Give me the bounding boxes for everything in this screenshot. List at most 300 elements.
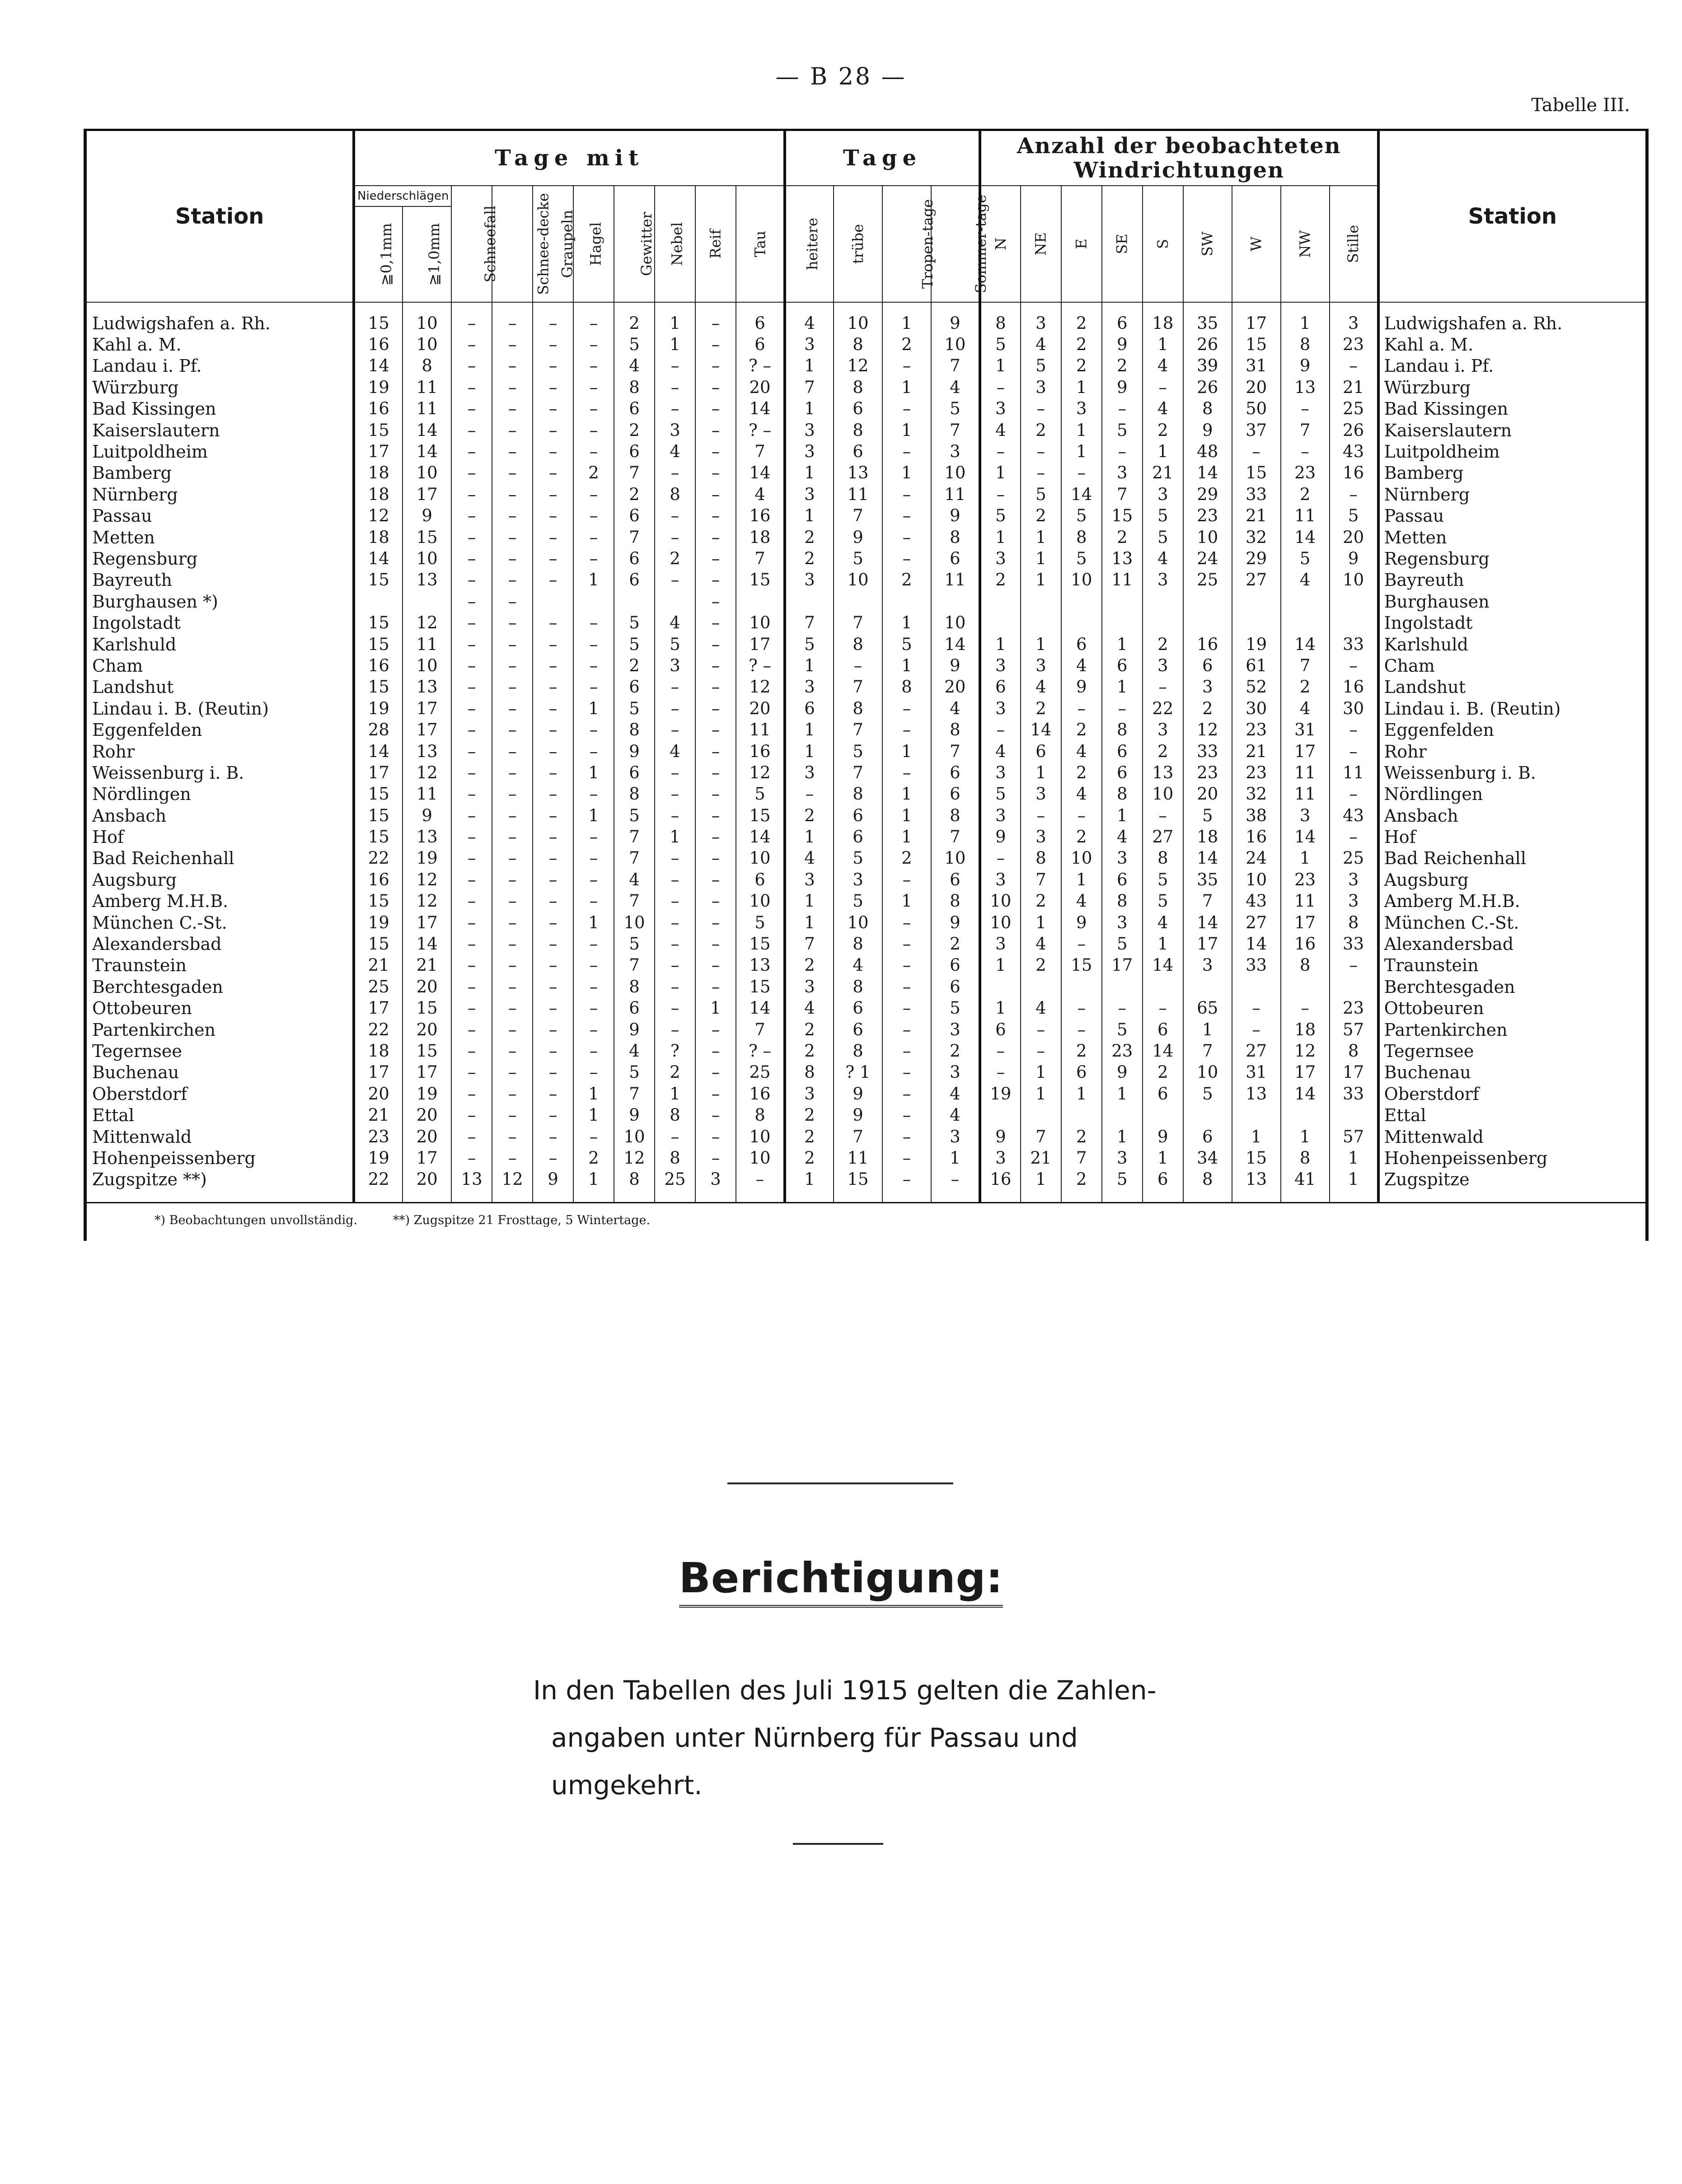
value-cell: – <box>882 505 931 527</box>
value-cell: 21 <box>354 1104 403 1126</box>
value-cell: – <box>533 655 573 676</box>
value-cell: 1 <box>573 1104 614 1126</box>
value-cell: 2 <box>614 302 655 334</box>
value-cell: 5 <box>834 548 882 569</box>
value-cell: 5 <box>1021 484 1061 505</box>
value-cell: – <box>533 869 573 890</box>
value-cell: 1 <box>980 955 1021 976</box>
value-cell: 4 <box>1021 998 1061 1019</box>
value-cell: – <box>1281 398 1330 420</box>
value-cell: 16 <box>1183 634 1232 655</box>
value-cell: 8 <box>834 933 882 954</box>
value-cell <box>1330 612 1378 633</box>
value-cell <box>736 591 785 612</box>
value-cell: 1 <box>573 805 614 826</box>
value-cell: 14 <box>1021 719 1061 740</box>
value-cell: 1 <box>882 302 931 334</box>
value-cell <box>1330 976 1378 997</box>
value-cell <box>1061 612 1102 633</box>
value-cell: – <box>451 1040 492 1062</box>
value-cell: 17 <box>1281 1062 1330 1083</box>
value-cell: 3 <box>1281 805 1330 826</box>
value-cell: 3 <box>980 1147 1021 1169</box>
value-cell: 1 <box>1330 1147 1378 1169</box>
value-cell: 1 <box>980 634 1021 655</box>
value-cell: 13 <box>451 1169 492 1203</box>
table-row <box>87 677 1645 698</box>
value-cell: 6 <box>736 334 785 355</box>
value-cell: 12 <box>354 505 403 527</box>
value-cell: 3 <box>980 805 1021 826</box>
value-cell: 1 <box>1281 302 1330 334</box>
value-cell: 11 <box>1281 891 1330 912</box>
value-cell: 16 <box>1232 826 1281 847</box>
value-cell: – <box>980 377 1021 398</box>
value-cell: 11 <box>403 634 451 655</box>
value-cell: 8 <box>614 1169 655 1203</box>
weather-table-container <box>84 129 1649 1241</box>
value-cell <box>1102 1104 1143 1126</box>
value-cell: – <box>451 677 492 698</box>
value-cell: 29 <box>1232 548 1281 569</box>
value-cell: – <box>533 762 573 783</box>
station-name: Mittenwald <box>87 1126 354 1147</box>
value-cell: 43 <box>1232 891 1281 912</box>
value-cell: 10 <box>931 463 980 484</box>
value-cell: 17 <box>1232 302 1281 334</box>
station-name: Regensburg <box>87 548 354 569</box>
table-row <box>87 1040 1645 1062</box>
value-cell: 1 <box>882 377 931 398</box>
value-cell: 8 <box>931 891 980 912</box>
value-cell: – <box>533 955 573 976</box>
station-name: Rohr <box>87 741 354 762</box>
value-cell: – <box>573 848 614 869</box>
value-cell: – <box>573 955 614 976</box>
value-cell: – <box>1061 933 1102 954</box>
table-row <box>87 484 1645 505</box>
value-cell: 3 <box>1143 655 1183 676</box>
value-cell: 6 <box>614 677 655 698</box>
value-cell: 2 <box>1061 355 1102 377</box>
value-cell: 28 <box>354 719 403 740</box>
value-cell: – <box>533 784 573 805</box>
value-cell: 8 <box>1021 848 1061 869</box>
value-cell: 8 <box>1102 784 1143 805</box>
value-cell: 4 <box>785 848 834 869</box>
value-cell: 8 <box>834 1040 882 1062</box>
value-cell: – <box>533 302 573 334</box>
value-cell: 4 <box>931 1104 980 1126</box>
value-cell: – <box>695 848 736 869</box>
value-cell: 11 <box>1281 505 1330 527</box>
value-cell: – <box>695 1147 736 1169</box>
table-row <box>87 420 1645 441</box>
station-name: Oberstdorf <box>87 1083 354 1104</box>
value-cell: 6 <box>1102 869 1143 890</box>
value-cell: 1 <box>1102 805 1143 826</box>
value-cell: – <box>882 1040 931 1062</box>
value-cell: 15 <box>403 1040 451 1062</box>
value-cell: – <box>882 548 931 569</box>
value-cell: 16 <box>980 1169 1021 1203</box>
value-cell: 14 <box>354 548 403 569</box>
value-cell: – <box>492 334 533 355</box>
value-cell: 14 <box>1281 826 1330 847</box>
value-cell: – <box>492 1126 533 1147</box>
col-header-heitere: heitere <box>785 186 834 302</box>
value-cell: 18 <box>1183 826 1232 847</box>
value-cell: 1 <box>1021 1062 1061 1083</box>
value-cell: 17 <box>1102 955 1143 976</box>
value-cell: – <box>655 677 695 698</box>
value-cell: 23 <box>1330 998 1378 1019</box>
value-cell: 5 <box>614 933 655 954</box>
value-cell: 11 <box>1102 570 1143 591</box>
value-cell: – <box>882 698 931 719</box>
value-cell: 10 <box>403 463 451 484</box>
table-row <box>87 398 1645 420</box>
value-cell: – <box>451 441 492 462</box>
value-cell: 7 <box>931 420 980 441</box>
value-cell: 10 <box>403 548 451 569</box>
value-cell: 4 <box>1021 677 1061 698</box>
value-cell: 43 <box>1330 441 1378 462</box>
value-cell: 6 <box>1183 1126 1232 1147</box>
value-cell: 1 <box>655 302 695 334</box>
value-cell: – <box>533 612 573 633</box>
value-cell: 10 <box>980 891 1021 912</box>
value-cell: 14 <box>736 998 785 1019</box>
value-cell: 1 <box>882 655 931 676</box>
value-cell: – <box>492 570 533 591</box>
value-cell: 43 <box>1330 805 1378 826</box>
value-cell: 6 <box>1102 655 1143 676</box>
value-cell: – <box>1281 441 1330 462</box>
value-cell: – <box>1330 655 1378 676</box>
col-header-precip-10: ≧1,0mm <box>403 206 451 302</box>
table-row <box>87 955 1645 976</box>
station-name-right: Bad Kissingen <box>1384 399 1509 419</box>
value-cell <box>1183 591 1232 612</box>
value-cell: 32 <box>1232 527 1281 548</box>
value-cell: – <box>695 698 736 719</box>
value-cell: – <box>533 484 573 505</box>
value-cell: – <box>882 912 931 933</box>
col-header-w: W <box>1232 186 1281 302</box>
value-cell: 2 <box>1102 527 1143 548</box>
value-cell: – <box>573 302 614 334</box>
col-header-nebel: Nebel <box>655 186 695 302</box>
station-header-left: Station <box>87 131 354 302</box>
station-name-right: Tegernsee <box>1384 1041 1474 1061</box>
value-cell: 15 <box>354 420 403 441</box>
value-cell: – <box>1021 441 1061 462</box>
value-cell: – <box>655 527 695 548</box>
value-cell <box>931 591 980 612</box>
station-name-right: Passau <box>1384 506 1444 526</box>
value-cell: 12 <box>1281 1040 1330 1062</box>
value-cell: 13 <box>403 570 451 591</box>
value-cell: – <box>1061 698 1102 719</box>
col-header-tau: Tau <box>736 186 785 302</box>
value-cell: – <box>882 998 931 1019</box>
value-cell: 31 <box>1281 719 1330 740</box>
value-cell: – <box>451 591 492 612</box>
value-cell <box>1232 591 1281 612</box>
value-cell: 8 <box>614 719 655 740</box>
station-name-right: Bayreuth <box>1384 570 1464 590</box>
value-cell: – <box>695 1040 736 1062</box>
value-cell: 16 <box>354 869 403 890</box>
value-cell: 19 <box>403 1083 451 1104</box>
value-cell: – <box>492 655 533 676</box>
value-cell: 18 <box>736 527 785 548</box>
value-cell: 27 <box>1143 826 1183 847</box>
value-cell: 7 <box>614 527 655 548</box>
value-cell: 9 <box>980 1126 1021 1147</box>
value-cell: 5 <box>1143 505 1183 527</box>
value-cell: 25 <box>655 1169 695 1203</box>
value-cell: 3 <box>1102 1147 1143 1169</box>
tage-header: Tage <box>785 131 980 186</box>
value-cell: ? 1 <box>834 1062 882 1083</box>
value-cell: 2 <box>785 805 834 826</box>
value-cell: 4 <box>614 869 655 890</box>
table-row <box>87 591 1645 612</box>
table-row <box>87 441 1645 462</box>
value-cell: – <box>492 505 533 527</box>
value-cell: 1 <box>1021 634 1061 655</box>
value-cell: 6 <box>614 998 655 1019</box>
value-cell: – <box>492 719 533 740</box>
value-cell: – <box>695 784 736 805</box>
value-cell <box>785 591 834 612</box>
value-cell: 1 <box>980 355 1021 377</box>
value-cell: – <box>695 912 736 933</box>
value-cell: 3 <box>1102 912 1143 933</box>
value-cell: 1 <box>785 398 834 420</box>
table-label: Tabelle III. <box>1531 95 1630 116</box>
value-cell: – <box>882 719 931 740</box>
value-cell: – <box>695 719 736 740</box>
value-cell: 15 <box>736 933 785 954</box>
value-cell: 14 <box>1061 484 1102 505</box>
value-cell: 3 <box>931 1126 980 1147</box>
value-cell: 20 <box>403 976 451 997</box>
correction-line-2: angaben unter Nürnberg für Passau und umgekehrt. <box>551 1722 1078 1801</box>
value-cell: 23 <box>1281 463 1330 484</box>
value-cell: – <box>655 912 695 933</box>
value-cell: – <box>1021 1040 1061 1062</box>
value-cell: – <box>882 762 931 783</box>
value-cell: 1 <box>1183 1019 1232 1040</box>
value-cell: – <box>533 677 573 698</box>
value-cell: 18 <box>354 527 403 548</box>
divider-bottom <box>793 1843 883 1845</box>
value-cell: 11 <box>1330 762 1378 783</box>
value-cell: 2 <box>785 1126 834 1147</box>
value-cell: 14 <box>1143 955 1183 976</box>
value-cell: 1 <box>882 463 931 484</box>
value-cell: 25 <box>736 1062 785 1083</box>
value-cell: – <box>980 1040 1021 1062</box>
value-cell: 9 <box>931 912 980 933</box>
value-cell <box>1021 1104 1061 1126</box>
value-cell: 9 <box>834 1083 882 1104</box>
value-cell: 13 <box>1232 1169 1281 1203</box>
value-cell: 10 <box>1061 570 1102 591</box>
value-cell: 12 <box>403 612 451 633</box>
value-cell: 2 <box>1061 1169 1102 1203</box>
table-row <box>87 891 1645 912</box>
value-cell: – <box>451 612 492 633</box>
value-cell: 6 <box>834 998 882 1019</box>
value-cell <box>1102 591 1143 612</box>
value-cell: 12 <box>1183 719 1232 740</box>
value-cell: – <box>695 377 736 398</box>
value-cell: 2 <box>1061 1040 1102 1062</box>
value-cell: 5 <box>614 698 655 719</box>
value-cell: 21 <box>1021 1147 1061 1169</box>
value-cell: – <box>492 869 533 890</box>
value-cell <box>1021 976 1061 997</box>
station-name: Bad Kissingen <box>87 398 354 420</box>
value-cell: 22 <box>354 848 403 869</box>
value-cell: 3 <box>1021 784 1061 805</box>
value-cell: – <box>533 741 573 762</box>
value-cell: 39 <box>1183 355 1232 377</box>
table-row <box>87 612 1645 633</box>
value-cell: – <box>573 1019 614 1040</box>
value-cell: 7 <box>785 612 834 633</box>
value-cell: – <box>655 976 695 997</box>
value-cell: 14 <box>354 741 403 762</box>
col-header-hagel: Hagel <box>573 186 614 302</box>
correction-line-1: In den Tabellen des Juli 1915 gelten die Zahlen- <box>533 1675 1157 1706</box>
value-cell: 6 <box>931 548 980 569</box>
col-header-reif: Reif <box>695 186 736 302</box>
value-cell: – <box>492 955 533 976</box>
value-cell: – <box>451 334 492 355</box>
value-cell: – <box>1102 698 1143 719</box>
value-cell: – <box>492 355 533 377</box>
value-cell: 7 <box>1281 655 1330 676</box>
value-cell: 16 <box>736 505 785 527</box>
value-cell: 5 <box>931 998 980 1019</box>
value-cell: 1 <box>882 420 931 441</box>
value-cell: 7 <box>785 933 834 954</box>
table-row <box>87 505 1645 527</box>
station-name: Bayreuth <box>87 570 354 591</box>
value-cell: 2 <box>785 1019 834 1040</box>
value-cell: 7 <box>1183 891 1232 912</box>
value-cell <box>1281 612 1330 633</box>
value-cell: 19 <box>354 698 403 719</box>
value-cell: 4 <box>785 302 834 334</box>
station-name-right: Würzburg <box>1384 377 1471 398</box>
station-name: Hohenpeissenberg <box>87 1147 354 1169</box>
station-name: Nördlingen <box>87 784 354 805</box>
value-cell: – <box>451 1062 492 1083</box>
value-cell: 3 <box>785 441 834 462</box>
value-cell: 16 <box>354 334 403 355</box>
value-cell: 3 <box>1061 398 1102 420</box>
value-cell: 9 <box>1183 420 1232 441</box>
value-cell: 26 <box>1330 420 1378 441</box>
value-cell: 35 <box>1183 302 1232 334</box>
value-cell: 16 <box>1330 677 1378 698</box>
value-cell: – <box>451 741 492 762</box>
value-cell: 23 <box>1330 334 1378 355</box>
table-row <box>87 933 1645 954</box>
value-cell: 5 <box>1330 505 1378 527</box>
value-cell: 4 <box>655 741 695 762</box>
value-cell: – <box>573 741 614 762</box>
value-cell: 20 <box>1232 377 1281 398</box>
value-cell: – <box>451 869 492 890</box>
value-cell: 2 <box>785 1040 834 1062</box>
station-name-right: Augsburg <box>1384 870 1469 890</box>
value-cell: ? <box>655 1040 695 1062</box>
value-cell: – <box>573 784 614 805</box>
value-cell: – <box>533 355 573 377</box>
value-cell: – <box>1330 784 1378 805</box>
value-cell: – <box>573 634 614 655</box>
value-cell: – <box>492 591 533 612</box>
value-cell: 9 <box>1061 677 1102 698</box>
value-cell: 1 <box>785 355 834 377</box>
value-cell: – <box>1281 998 1330 1019</box>
value-cell: 29 <box>1183 484 1232 505</box>
value-cell: 1 <box>1281 1126 1330 1147</box>
value-cell: 4 <box>1281 698 1330 719</box>
value-cell: 23 <box>1281 869 1330 890</box>
value-cell: 15 <box>354 933 403 954</box>
value-cell: 1 <box>655 1083 695 1104</box>
value-cell <box>403 591 451 612</box>
value-cell: 7 <box>834 762 882 783</box>
value-cell: – <box>451 719 492 740</box>
value-cell: – <box>492 1104 533 1126</box>
value-cell: – <box>980 484 1021 505</box>
value-cell: – <box>533 398 573 420</box>
value-cell: 2 <box>1021 505 1061 527</box>
value-cell: – <box>655 1126 695 1147</box>
value-cell: 33 <box>1330 1083 1378 1104</box>
value-cell: 10 <box>931 848 980 869</box>
value-cell: 15 <box>354 302 403 334</box>
table-row <box>87 1062 1645 1083</box>
station-name: Nürnberg <box>87 484 354 505</box>
value-cell: – <box>655 1019 695 1040</box>
value-cell: – <box>492 527 533 548</box>
value-cell: 11 <box>403 784 451 805</box>
value-cell: – <box>695 933 736 954</box>
value-cell: 65 <box>1183 998 1232 1019</box>
value-cell: 57 <box>1330 1019 1378 1040</box>
value-cell: – <box>451 484 492 505</box>
station-name-right: Ludwigshafen a. Rh. <box>1384 313 1563 333</box>
value-cell: 6 <box>980 677 1021 698</box>
table-row <box>87 463 1645 484</box>
value-cell: 6 <box>834 398 882 420</box>
value-cell: – <box>695 762 736 783</box>
value-cell: – <box>451 302 492 334</box>
value-cell: 6 <box>736 302 785 334</box>
value-cell: 4 <box>736 484 785 505</box>
value-cell: – <box>573 826 614 847</box>
